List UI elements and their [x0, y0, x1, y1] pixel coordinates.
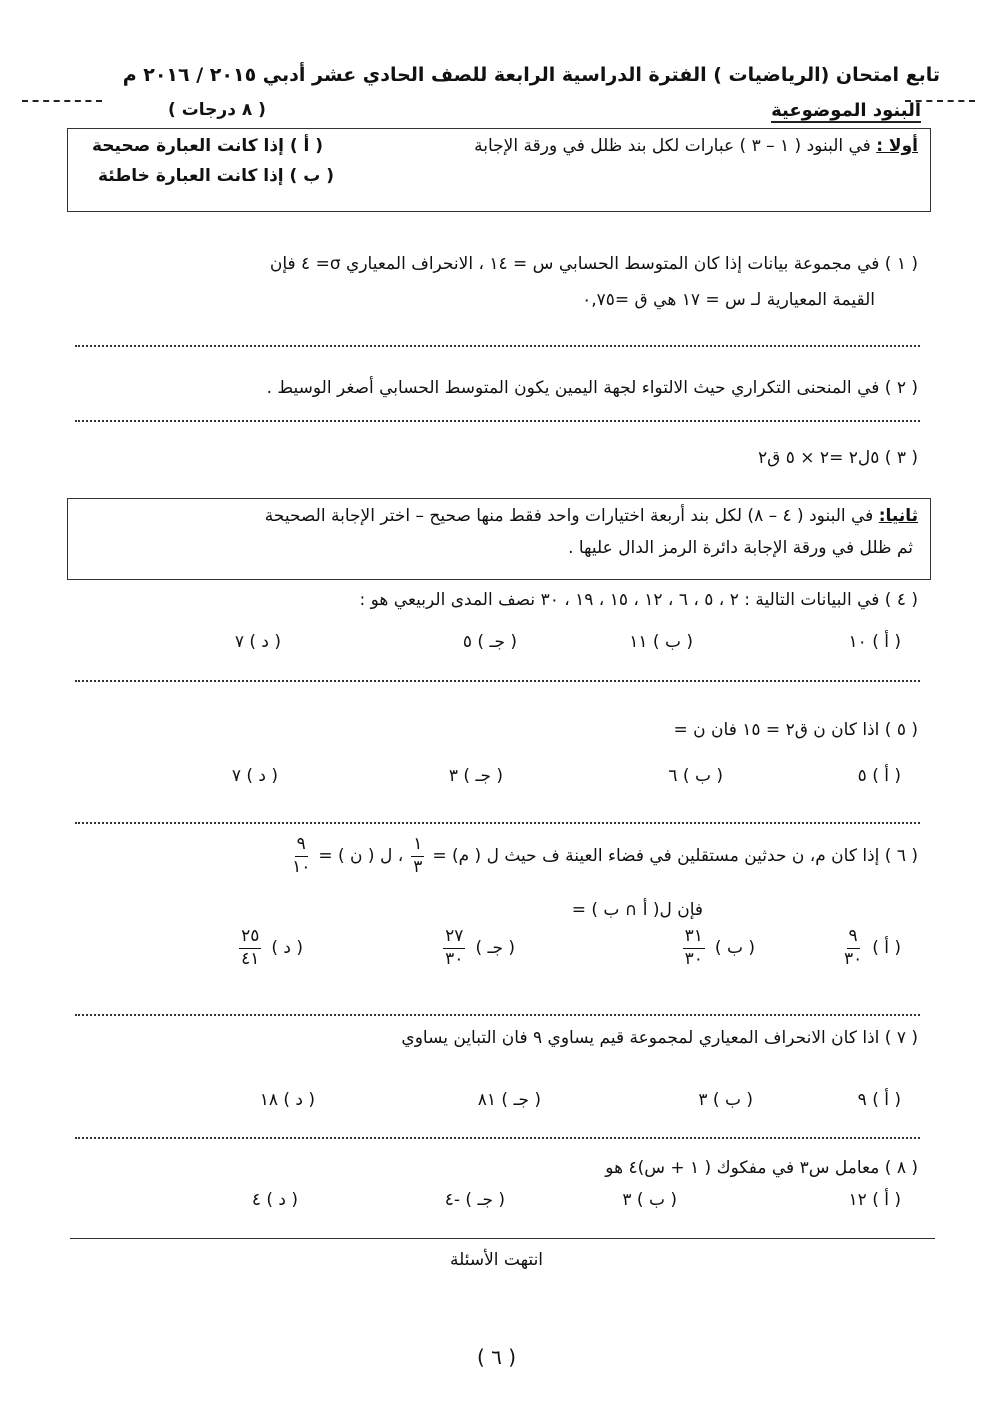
q7-option-b: ( ب ) ٣ — [698, 1090, 753, 1110]
q6-option-a-fraction — [844, 928, 862, 969]
q8-option-a: ( أ ) ١٢ — [848, 1190, 901, 1210]
q5-text: ( ٥ ) اذا كان ن ق٢ = ١٥ فان ن = — [673, 720, 918, 740]
q6-fraction-pn — [292, 836, 310, 877]
q6-line1 — [292, 836, 918, 877]
q5-option-d: ( د ) ٧ — [231, 766, 278, 786]
q6-text-mid: ، ل ( ن ) = — [318, 846, 404, 867]
section2-line2: ثم ظلل في ورقة الإجابة دائرة الرمز الدال عليها . — [568, 538, 913, 558]
q7-text: ( ٧ ) اذا كان الانحراف المعياري لمجموعة قيم يساوي ٩ فان التباين يساوي — [401, 1028, 918, 1048]
q6-option-b-label: ( ب ) — [714, 938, 755, 959]
q4-option-a: ( أ ) ١٠ — [848, 632, 901, 652]
section-subtitle: البنود الموضوعية — [771, 100, 921, 121]
q8-option-b: ( ب ) ٣ — [622, 1190, 677, 1210]
q6-option-c-num: ٢٧ — [443, 928, 465, 949]
q4-option-d: ( د ) ٧ — [234, 632, 281, 652]
q5-option-c: ( جـ ) ٣ — [448, 766, 503, 786]
q6-option-b-fraction — [683, 928, 705, 969]
q5-option-a: ( أ ) ٥ — [857, 766, 901, 786]
q6-frac2-den: ١٠ — [292, 856, 311, 877]
end-of-questions: انتهت الأسئلة — [449, 1250, 544, 1270]
q6-frac1-num: ١ — [411, 836, 424, 857]
section2-heading: ثانيا: — [878, 506, 918, 526]
q8-text: ( ٨ ) معامل س٣ في مفكوك ( ١ + س)٤ هو — [605, 1158, 918, 1178]
q4-option-b: ( ب ) ١١ — [629, 632, 693, 652]
q6-option-d-fraction — [239, 928, 261, 969]
q6-line2: فإن ل( أ ∩ ب ) = — [571, 900, 703, 920]
answer-dotted-line — [75, 1137, 920, 1139]
q6-option-a-label: ( أ ) — [872, 938, 901, 959]
section2-text: في البنود ( ٤ – ٨) لكل بند أربعة اختيارات واحد فقط منها صحيح – اختر الإجابة الصحيحة — [264, 506, 874, 526]
q7-option-d: ( د ) ١٨ — [259, 1090, 315, 1110]
q6-option-a-den: ٣٠ — [843, 948, 863, 969]
q6-option-c-den: ٣٠ — [445, 948, 464, 969]
answer-dotted-line — [75, 822, 920, 824]
q6-option-d-den: ٤١ — [241, 948, 260, 969]
answer-dotted-line — [75, 1014, 920, 1016]
q6-option-a — [844, 928, 901, 969]
q6-option-b-num: ٣١ — [683, 928, 705, 949]
q4-option-c: ( جـ ) ٥ — [462, 632, 517, 652]
page-number: ( ٦ ) — [476, 1345, 517, 1369]
section2-line1 — [265, 506, 918, 526]
q6-option-c — [443, 928, 515, 969]
answer-dotted-line — [75, 680, 920, 682]
section1-choice-a: ( أ ) إذا كانت العبارة صحيحة — [92, 136, 324, 156]
q1-line2: القيمة المعيارية لـ س = ١٧ هي ق =٠,٧٥ — [582, 290, 875, 310]
q6-text: ( ٦ ) إذا كان م، ن حدثين مستقلين في فضاء العينة ف حيث ل ( م) = — [432, 846, 918, 867]
q6-frac2-num: ٩ — [295, 836, 308, 857]
section1-line1 — [474, 136, 918, 156]
q6-fraction-pm — [411, 836, 424, 877]
answer-dotted-line — [75, 420, 920, 422]
q2-text: ( ٢ ) في المنحنى التكراري حيث الالتواء لجهة اليمين يكون المتوسط الحسابي أصغر الوسيط . — [266, 378, 918, 398]
q8-option-d: ( د ) ٤ — [251, 1190, 298, 1210]
q8-option-c: ( جـ ) -٤ — [444, 1190, 505, 1210]
footer-divider — [70, 1238, 935, 1239]
q6-option-d — [239, 928, 303, 969]
q3-text: ( ٣ ) ٥ل٢ =٢ × ٥ ق٢ — [757, 448, 918, 468]
q4-text: ( ٤ ) في البيانات التالية : ٢ ، ٥ ، ٦ ، ١٢ ، ١٥ ، ١٩ ، ٣٠ نصف المدى الربيعي هو : — [359, 590, 918, 610]
header-dash-left — [22, 100, 102, 102]
q5-option-b: ( ب ) ٦ — [668, 766, 723, 786]
q6-option-c-label: ( جـ ) — [475, 938, 515, 959]
q6-option-c-fraction — [443, 928, 465, 969]
answer-dotted-line — [75, 345, 920, 347]
q7-option-c: ( جـ ) ٨١ — [477, 1090, 541, 1110]
q6-option-b — [683, 928, 755, 969]
grade-label: ( ٨ درجات ) — [168, 100, 266, 120]
q1-line1: ( ١ ) في مجموعة بيانات إذا كان المتوسط الحسابي س = ١٤ ، الانحراف المعياري σ= ٤ فإن — [269, 254, 918, 274]
section1-choice-b: ( ب ) إذا كانت العبارة خاطئة — [98, 166, 335, 186]
q6-option-d-label: ( د ) — [271, 938, 303, 959]
q6-option-b-den: ٣٠ — [684, 948, 703, 969]
section1-heading: أولا : — [876, 136, 918, 156]
exam-title: تابع امتحان (الرياضيات ) الفترة الدراسية الرابعة للصف الحادي عشر أدبي ٢٠١٥ / ٢٠١٦ م — [122, 64, 940, 86]
q7-option-a: ( أ ) ٩ — [857, 1090, 901, 1110]
q6-frac1-den: ٣ — [413, 856, 423, 877]
q6-option-d-num: ٢٥ — [239, 928, 261, 949]
section1-text: في البنود ( ١ – ٣ ) عبارات لكل بند ظلل في ورقة الإجابة — [474, 136, 871, 156]
q6-option-a-num: ٩ — [847, 928, 860, 949]
